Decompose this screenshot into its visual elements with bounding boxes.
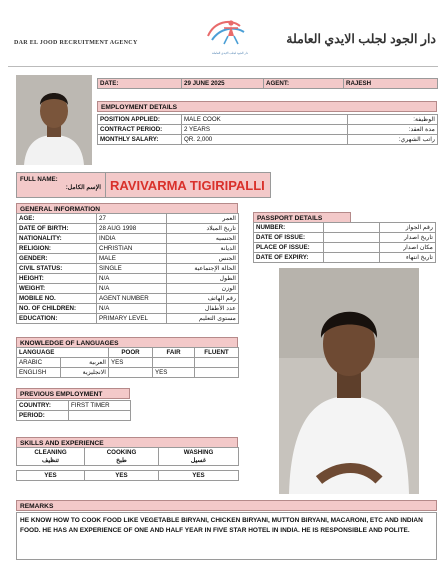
skill-cooking-en: COOKING <box>106 448 137 456</box>
position-label-ar: الوظيفة: <box>348 115 438 125</box>
date-agent-bar <box>97 78 438 89</box>
passport-label: DATE OF EXPIRY: <box>254 253 324 263</box>
passport-details-table <box>253 222 436 263</box>
skills-header: SKILLS AND EXPERIENCE <box>16 437 238 448</box>
skill-cooking-header <box>85 448 159 466</box>
passport-value <box>324 233 380 243</box>
header-divider <box>8 66 438 67</box>
passport-label: DATE OF ISSUE: <box>254 233 324 243</box>
passport-value <box>324 243 380 253</box>
employment-row <box>98 115 438 125</box>
general-info-label: WEIGHT: <box>17 284 97 294</box>
language-poor: YES <box>109 358 153 368</box>
general-info-label: AGE: <box>17 214 97 224</box>
contract-label: CONTRACT PERIOD: <box>98 125 182 135</box>
contract-value: 2 YEARS <box>182 125 348 135</box>
salary-label-ar: راتب الشهري: <box>348 135 438 145</box>
period-value <box>69 411 131 421</box>
skill-cooking-value: YES <box>85 471 159 481</box>
skill-cleaning-header <box>17 448 85 466</box>
country-value: FIRST TIMER <box>69 401 131 411</box>
languages-table <box>16 347 239 378</box>
logo-caption: دار الجود لجلب الايدي العاملة <box>212 51 248 55</box>
language-fluent <box>195 368 239 378</box>
language-name: ENGLISH <box>17 368 61 378</box>
period-label: PERIOD: <box>17 411 69 421</box>
employment-row <box>98 135 438 145</box>
skill-cooking-ar: طبخ <box>116 456 127 464</box>
passport-label-ar: تاريخ انتهاء <box>380 253 436 263</box>
skill-washing-header <box>159 448 239 466</box>
general-info-label-ar: تاريخ الميلاد <box>167 224 239 234</box>
skill-cleaning-en: CLEANING <box>34 448 67 456</box>
general-info-value: PRIMARY LEVEL <box>97 314 167 324</box>
fluent-col-header: FLUENT <box>195 348 239 358</box>
general-info-label-ar: الطول <box>167 274 239 284</box>
passport-row <box>254 223 436 233</box>
general-info-label: EDUCATION: <box>17 314 97 324</box>
remarks-header: REMARKS <box>16 500 437 511</box>
general-info-row <box>17 264 239 274</box>
general-information-header: GENERAL INFORMATION <box>16 203 238 214</box>
passport-label: PLACE OF ISSUE: <box>254 243 324 253</box>
passport-row <box>254 243 436 253</box>
general-info-label: CIVIL STATUS: <box>17 264 97 274</box>
skill-washing-en: WASHING <box>183 448 214 456</box>
language-poor <box>109 368 153 378</box>
general-info-label-ar: الجنسيه <box>167 234 239 244</box>
general-info-value: N/A <box>97 274 167 284</box>
agency-name-en: DAR EL JOOD RECRUITMENT AGENCY <box>14 40 138 46</box>
passport-row <box>254 253 436 263</box>
salary-label: MONTHLY SALARY: <box>98 135 182 145</box>
date-value: 29 JUNE 2025 <box>182 79 264 89</box>
general-info-label: HEIGHT: <box>17 274 97 284</box>
position-value: MALE COOK <box>182 115 348 125</box>
general-info-value: SINGLE <box>97 264 167 274</box>
general-info-row <box>17 224 239 234</box>
skill-cleaning-value: YES <box>17 471 85 481</box>
salary-value: QR. 2,000 <box>182 135 348 145</box>
full-name-value-cell <box>106 173 270 197</box>
general-info-row <box>17 274 239 284</box>
general-info-row <box>17 214 239 224</box>
language-col-header: LANGUAGE <box>17 348 109 358</box>
full-name-label-ar: الإسم الكامل: <box>65 184 101 191</box>
date-label: DATE: <box>98 79 182 89</box>
employment-details-header: EMPLOYMENT DETAILS <box>97 101 437 112</box>
general-info-label-ar: مستوى التعليم <box>167 314 239 324</box>
skills-table <box>16 447 239 466</box>
language-row <box>17 358 239 368</box>
language-fair <box>153 358 195 368</box>
general-info-label: GENDER: <box>17 254 97 264</box>
previous-employment-header: PREVIOUS EMPLOYMENT <box>16 388 130 399</box>
general-info-value: N/A <box>97 304 167 314</box>
general-info-label: DATE OF BIRTH: <box>17 224 97 234</box>
general-info-label-ar: عدد الأطفال <box>167 304 239 314</box>
position-label: POSITION APPLIED: <box>98 115 182 125</box>
fair-col-header: FAIR <box>153 348 195 358</box>
general-info-label-ar: الوزن <box>167 284 239 294</box>
general-info-label: RELIGION: <box>17 244 97 254</box>
general-info-value: AGENT NUMBER <box>97 294 167 304</box>
applicant-photo-large <box>279 268 419 494</box>
skill-washing-ar: غسيل <box>190 456 207 464</box>
applicant-photo-small <box>16 75 92 165</box>
general-info-label-ar: العمر <box>167 214 239 224</box>
agent-label: AGENT: <box>264 79 344 89</box>
agency-logo <box>200 14 260 58</box>
general-information-table <box>16 213 239 324</box>
general-info-value: 28 AUG 1998 <box>97 224 167 234</box>
language-name: ARABIC <box>17 358 61 368</box>
skills-values-table <box>16 470 239 481</box>
language-fluent <box>195 358 239 368</box>
skill-cleaning-ar: تنظيف <box>42 456 59 464</box>
passport-label: NUMBER: <box>254 223 324 233</box>
passport-details-header: PASSPORT DETAILS <box>253 212 351 223</box>
passport-label-ar: تاريخ اصدار <box>380 233 436 243</box>
general-info-label-ar: الديانة <box>167 244 239 254</box>
language-row <box>17 368 239 378</box>
employment-details-table <box>97 114 438 145</box>
contract-label-ar: مدة العقد: <box>348 125 438 135</box>
general-info-row <box>17 304 239 314</box>
previous-row <box>17 411 131 421</box>
general-info-value: INDIA <box>97 234 167 244</box>
previous-row <box>17 401 131 411</box>
passport-label-ar: رقم الجواز <box>380 223 436 233</box>
poor-col-header: POOR <box>109 348 153 358</box>
passport-value <box>324 223 380 233</box>
passport-row <box>254 233 436 243</box>
full-name-label: FULL NAME: <box>20 176 58 183</box>
general-info-row <box>17 314 239 324</box>
remarks-text: HE KNOW HOW TO COOK FOOD LIKE VEGETABLE BIRYANI, CHICKEN BIRYANI, MUTTON BIRYANI, MACARONI, ETC AND INDIAN FOOD. HE HAS AN EXPERIENCE OF ONE AND HALF YEAR IN FIVE STAR HOTEL IN INDIA. HE IS RESPONSIBLE AND POLITE. <box>16 512 437 560</box>
general-info-label-ar: الجنس <box>167 254 239 264</box>
language-name-ar: العربية <box>61 358 109 368</box>
passport-label-ar: مكان اصدار <box>380 243 436 253</box>
language-name-ar: الانجليزية <box>61 368 109 378</box>
full-name-label-cell <box>17 173 106 197</box>
general-info-value: CHRISTIAN <box>97 244 167 254</box>
general-info-value: 27 <box>97 214 167 224</box>
languages-header: KNOWLEDGE OF LANGUAGES <box>16 337 238 348</box>
skill-washing-value: YES <box>159 471 239 481</box>
agent-value: RAJESH <box>344 79 438 89</box>
general-info-row <box>17 244 239 254</box>
general-info-row <box>17 234 239 244</box>
general-info-value: MALE <box>97 254 167 264</box>
general-info-row <box>17 294 239 304</box>
general-info-label-ar: الحالة الإجتماعية <box>167 264 239 274</box>
passport-value <box>324 253 380 263</box>
full-name-value: RAVIVARMA TIGIRIPALLI <box>110 178 265 193</box>
general-info-row <box>17 254 239 264</box>
general-info-label: MOBILE NO. <box>17 294 97 304</box>
general-info-label-ar: رقم الهاتف <box>167 294 239 304</box>
general-info-value: N/A <box>97 284 167 294</box>
general-info-row <box>17 284 239 294</box>
language-fair: YES <box>153 368 195 378</box>
general-info-label: NATIONALITY: <box>17 234 97 244</box>
agency-name-ar: دار الجود لجلب الايدي العاملة <box>286 32 436 46</box>
general-info-label: NO. OF CHILDREN: <box>17 304 97 314</box>
full-name-box <box>16 172 271 198</box>
employment-row <box>98 125 438 135</box>
country-label: COUNTRY: <box>17 401 69 411</box>
previous-employment-table <box>16 400 131 421</box>
